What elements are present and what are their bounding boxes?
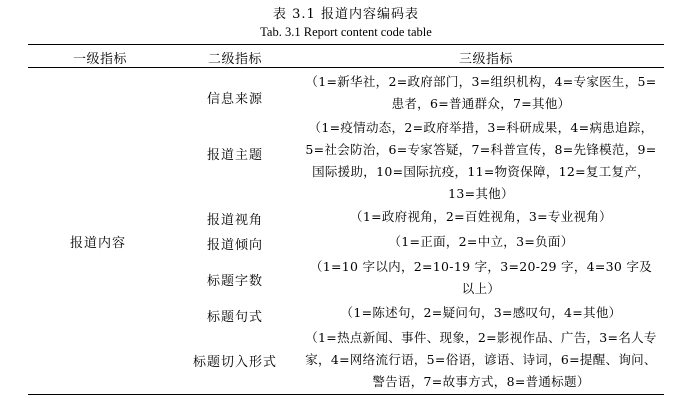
header-level2: 二级指标 [207, 52, 262, 67]
table-bottom-rule [28, 394, 664, 395]
row-level2-tendency: 报道倾向 [206, 238, 263, 253]
row-level2-perspective: 报道视角 [206, 213, 263, 228]
row-level2-sentence-type: 标题句式 [206, 310, 263, 325]
header-level1: 一级指标 [72, 52, 127, 67]
row-level3-entry-form: （1=热点新闻、事件、现象，2=影视作品、广告，3=名人专家，4=网络流行语，5=俗语，谚语、诗词，6=提醒、询问、警告语，7=故事方式，8=普通标题） [305, 330, 657, 389]
table-top-rule [28, 44, 664, 45]
row-level2-source: 信息来源 [206, 92, 263, 107]
row-level3-title-length: （1=10 字以内，2=10-19 字，3=20-29 字，4=30 字及以上） [309, 259, 653, 296]
row-level2-entry-form: 标题切入形式 [192, 355, 277, 370]
row-level3-sentence-type: （1=陈述句，2=疑问句，3=感叹句，4=其他） [340, 305, 622, 320]
row-level3-tendency: （1=正面，2=中立，3=负面） [388, 234, 574, 249]
table-caption-chinese: 表 3.1 报道内容编码表 [273, 7, 419, 22]
row-level2-title-length: 标题字数 [206, 274, 263, 289]
row-level3-topic: （1=疫情动态，2=政府举措，3=科研成果，4=病患追踪，5=社会防治，6=专家答疑，7=科普宣传，8=先锋模范，9=国际援助，10=国际抗疫，11=物资保障，12=复工复产，13=其他） [305, 120, 657, 201]
row-level2-topic: 报道主题 [206, 148, 263, 163]
table-caption-english: Tab. 3.1 Report content code table [260, 25, 432, 39]
header-level3: 三级指标 [458, 52, 513, 67]
row-level3-perspective: （1=政府视角，2=百姓视角，3=专业视角） [350, 209, 612, 224]
row-level3-source: （1=新华社，2=政府部门，3=组织机构，4=专家医生，5=患者，6=普通群众，7=其他） [305, 74, 657, 111]
table-header-rule [28, 67, 664, 68]
level1-cell: 报道内容 [69, 236, 126, 251]
